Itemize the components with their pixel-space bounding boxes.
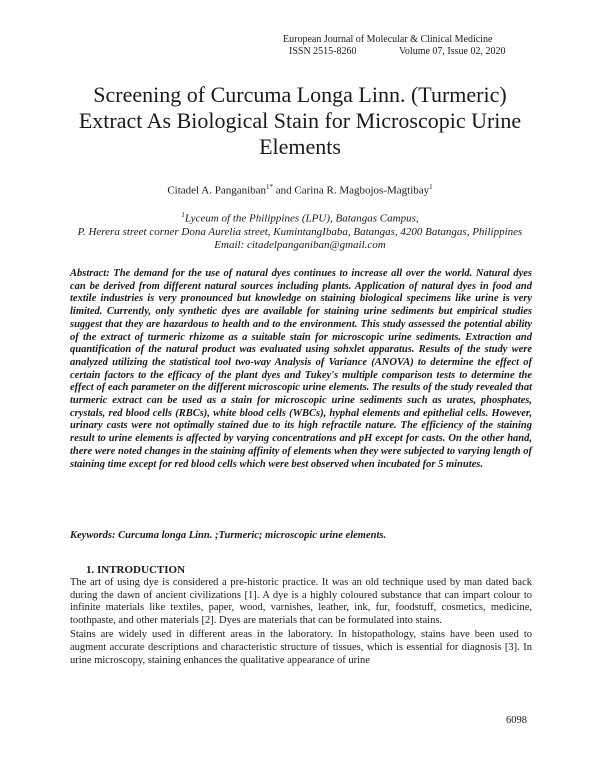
abstract: Abstract: The demand for the use of natural dyes continues to increase all over the world. Natural dyes can be derived from different natural sources including plants. Application of natural dyes in food and textile industries is very pronounced but knowledge on staining biological specimens like urine is very limited. Currently, only synthetic dyes are available for staining urine sediments but empirical studies suggest that they are hazardous to health and to the environment. This study assessed the potential ability of the extract of turmeric rhizome as a suitable stain for microscopic urine sediments. Extraction and quantification of the natural product was evaluated using sohxlet apparatus. Results of the study were analyzed utilizing the statistical tool two-way Analysis of Variance (ANOVA) to determine the effect of certain factors to the efficacy of the plant dyes and Tukey's multiple comparison tests to determine the effect of each parameter on the different microscopic urine elements. The results of the study revealed that turmeric extract can be used as a stain for microscopic urine sediments such as urates, phosphates, crystals, red blood cells (RBCs), white blood cells (WBCs), hyphal elements and epithelial cells. However, urinary casts were not optimally stained due to its high refractile nature. The efficiency of the staining result to urine elements is affected by varying concentrations and pH except for casts. On the other hand, there were noted changes in the staining affinity of elements when they were subjected to varying length of staining time except for red blood cells which were best observed when incubated for 5 minutes.	[70, 268, 532, 470]
paragraph-2: Stains are widely used in different areas in the laboratory. In histopathology, stains have been used to augment accurate descriptions and characteristic structure of tissues, which is essential for diagnosis [3]. In urine microscopy, staining enhances the qualitative appearance of urine	[70, 629, 532, 666]
author-conjunction: and	[273, 184, 295, 197]
paragraph-1: The art of using dye is considered a pre-historic practice. It was an old technique used by man dated back during the dawn of ancient civilizations [1]. A dye is a highly coloured substance that can impart colour to infinite materials like textiles, paper, wood, varnishes, leather, ink, fur, foodstuff, cosmetics, medicine, toothpaste, and other materials [2]. Dyes are materials that can be formulated into stains.	[70, 577, 532, 626]
author-2-mark: 1	[429, 183, 433, 191]
section-heading-introduction: 1. INTRODUCTION	[86, 564, 186, 576]
paper-title: Screening of Curcuma Longa Linn. (Turmeric) Extract As Biological Stain for Microscopic Urine Elements	[78, 82, 522, 159]
affiliation-email: Email: citadelpanganiban@gmail.com	[214, 238, 386, 251]
affiliation-mark: 1	[181, 211, 185, 219]
affiliation-line-2: P. Herera street corner Dona Aurelia street, KumintangIbaba, Batangas, 4200 Batangas, Philippines	[77, 225, 523, 238]
author-1: Citadel A. Panganiban	[167, 184, 267, 197]
journal-name: European Journal of Molecular & Clinical Medicine	[283, 34, 493, 45]
affiliation	[60, 209, 540, 252]
volume-issue: Volume 07, Issue 02, 2020	[399, 46, 506, 57]
author-line	[60, 183, 540, 197]
affiliation-line-1: Lyceum of the Philippines (LPU), Batangas Campus,	[184, 212, 419, 225]
page-number: 6098	[506, 715, 527, 726]
journal-header	[283, 34, 533, 58]
issn: ISSN 2515-8260	[289, 46, 357, 57]
section-body	[70, 577, 532, 669]
author-2: Carina R. Magbojos-Magtibay	[294, 184, 430, 197]
author-1-mark: 1*	[266, 183, 274, 191]
keywords: Keywords: Curcuma longa Linn. ;Turmeric; microscopic urine elements.	[70, 530, 387, 541]
